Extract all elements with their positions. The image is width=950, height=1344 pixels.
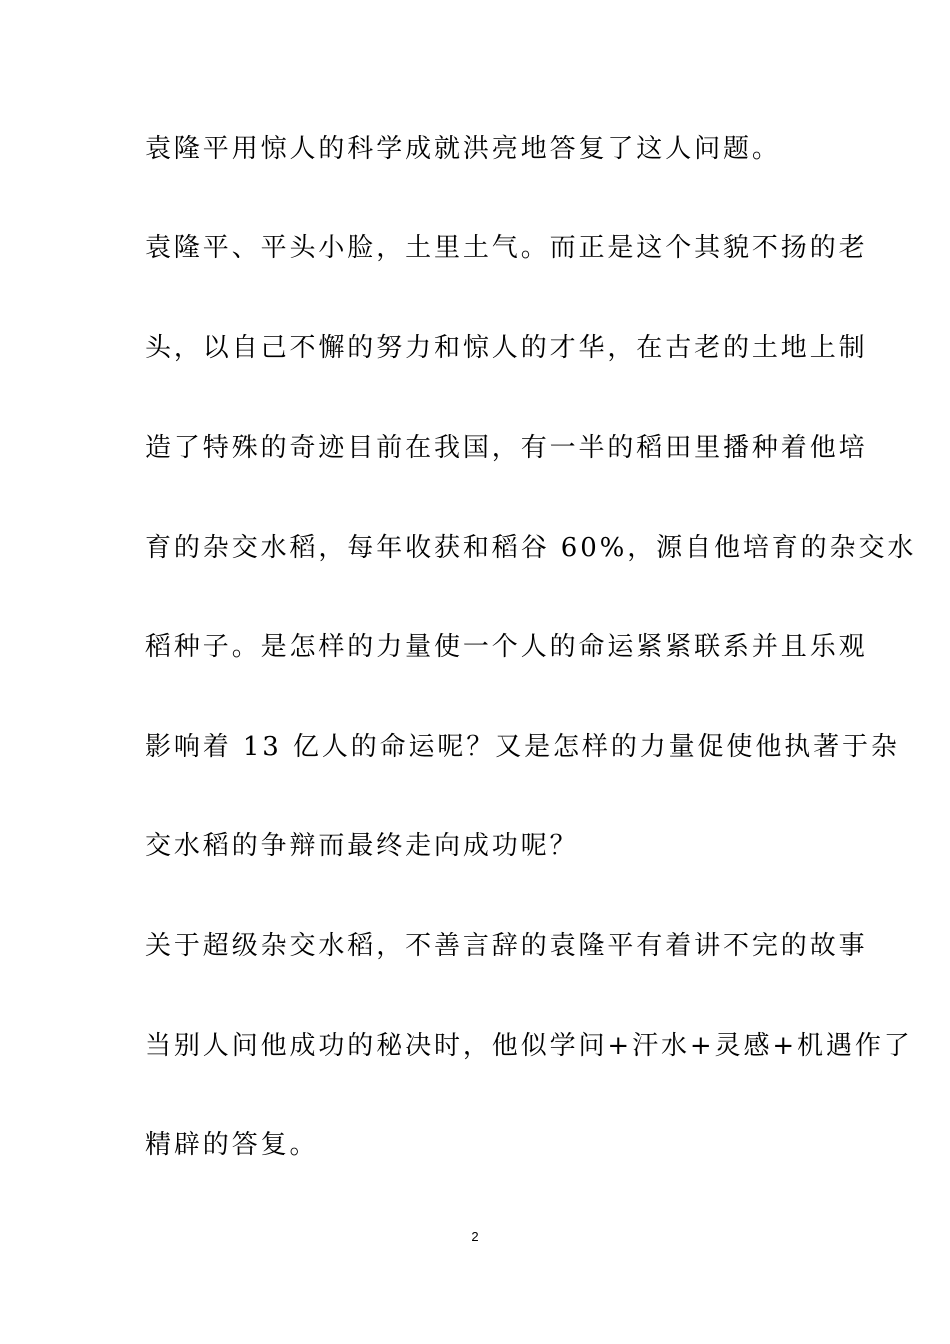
paragraph-line: 影响着 13 亿人的命运呢？又是怎样的力量促使他执著于杂: [145, 732, 900, 762]
paragraph-line: 关于超级杂交水稻，不善言辞的袁隆平有着讲不完的故事: [145, 931, 868, 961]
paragraph-line: 造了特殊的奇迹目前在我国，有一半的稻田里播种着他培: [145, 433, 868, 463]
paragraph-line: 交水稻的争辩而最终走向成功呢？: [145, 831, 579, 861]
paragraph-line: 袁隆平、平头小脸，土里土气。而正是这个其貌不扬的老: [145, 233, 868, 263]
paragraph-line: 当别人问他成功的秘决时，他似学问+汗水+灵感+机遇作了: [145, 1031, 913, 1061]
paragraph-line: 袁隆平用惊人的科学成就洪亮地答复了这人问题。: [145, 134, 781, 164]
paragraph-line: 育的杂交水稻，每年收获和稻谷 60%，源自他培育的杂交水: [145, 533, 917, 563]
page-number: 2: [471, 1229, 479, 1244]
paragraph-line: 精辟的答复。: [145, 1130, 319, 1160]
paragraph-line: 稻种子。是怎样的力量使一个人的命运紧紧联系并且乐观: [145, 632, 868, 662]
paragraph-line: 头，以自己不懈的努力和惊人的才华，在古老的土地上制: [145, 333, 868, 363]
